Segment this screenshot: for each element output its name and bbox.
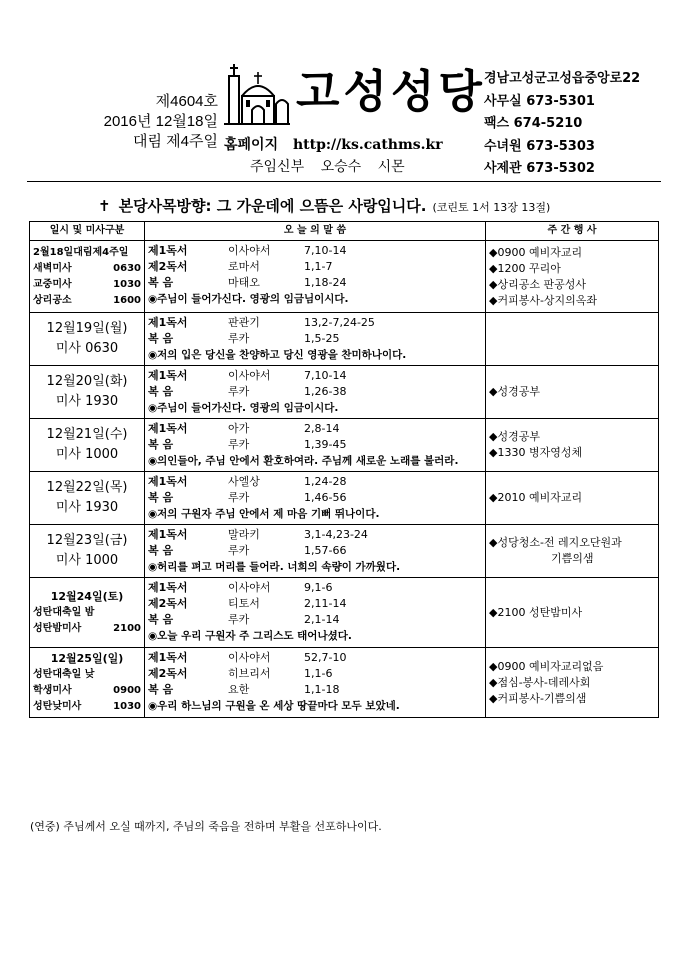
event-item: ◆점심-봉사-데레사회 [489,675,591,689]
reading-type: 제1독서 [148,316,188,329]
mass-line [33,245,141,261]
header-divider [27,181,661,182]
event-item: ◆2100 성탄밤미사 [489,605,583,619]
table-row [30,525,659,578]
event-item: ◆성경공부 [489,430,540,443]
reading-chapter: 52,7-10 [304,651,347,664]
day-date: 12월21일(수) [46,427,128,442]
reading-type: 복 음 [148,438,174,451]
date-mass-cell [30,366,145,419]
mass-time: 미사 1930 [55,500,119,515]
pastor-line [250,156,417,176]
reading-line [148,437,482,453]
readings-cell [145,419,486,472]
reading-line [148,527,482,543]
pastoral-motto [98,195,550,216]
motto-text: 본당사목방향: 그 가운데에 으뜸은 사랑입니다. [118,197,427,215]
reading-line [148,421,482,437]
event-item: ◆0900 예비자교리없음 [489,659,604,673]
header-events: 주 간 행 사 [486,222,659,241]
readings-cell [145,525,486,578]
reading-book: 루카 [228,491,250,504]
reading-line [148,275,482,291]
reading-type: 제1독서 [148,244,188,257]
date-mass-cell [30,313,145,366]
reading-chapter: 3,1-4,23-24 [304,528,368,541]
reading-chapter: 2,11-14 [304,597,347,610]
event-item: ◆커피봉사-상지의옥좌 [489,293,598,307]
reading-chapter: 2,8-14 [304,422,340,435]
reading-book: 이사야서 [228,244,271,257]
mass-name: 성탄대축일 낮 [33,668,95,680]
reading-type: 제1독서 [148,651,188,664]
events-cell [486,241,659,313]
mass-line [33,667,141,683]
reading-type: 복 음 [148,683,174,696]
events-cell [486,472,659,525]
weekly-schedule-table [29,221,659,718]
reading-chapter: 7,10-14 [304,244,347,257]
reading-type: 제2독서 [148,667,188,680]
psalm-response: ◉우리 하느님의 구원을 온 세상 땅끝마다 모두 보았네. [148,700,400,712]
table-row [30,648,659,718]
readings-cell [145,648,486,718]
mass-time: 1600 [113,294,141,306]
date-mass-cell [30,419,145,472]
reading-chapter: 9,1-6 [304,581,333,594]
reading-book: 요한 [228,683,250,696]
table-row [30,578,659,648]
events-cell [486,366,659,419]
reading-line [148,368,482,384]
reading-book: 마태오 [228,276,260,289]
reading-book: 판관기 [228,316,260,329]
reading-book: 사엘상 [228,475,260,488]
reading-chapter: 1,1-18 [304,683,340,696]
event-item: ◆0900 예비자교리 [489,245,583,259]
table-row [30,366,659,419]
header-date-mass: 일시 및 미사구분 [30,222,145,241]
reading-type: 제2독서 [148,260,188,273]
mass-line [33,277,141,293]
homepage-link[interactable]: http://ks.cathms.kr [292,137,443,153]
reading-type: 복 음 [148,613,174,626]
reading-line [148,243,482,259]
reading-line [148,315,482,331]
reading-type: 제1독서 [148,528,188,541]
mass-time: 0630 [113,262,141,274]
reading-line [148,384,482,400]
reading-type: 복 음 [148,385,174,398]
address: 경남고성군고성읍중앙로22 [484,71,641,86]
rectory-phone: 사제관 673-5302 [484,161,595,176]
reading-type: 제2독서 [148,597,188,610]
reading-book: 말라키 [228,528,260,541]
mass-time: 1030 [113,278,141,290]
date-mass-cell [30,578,145,648]
reading-chapter: 1,1-6 [304,667,333,680]
event-item: ◆커피봉사-기쁨의샘 [489,691,587,705]
day-date: 12월20일(화) [46,374,128,389]
reading-line [148,543,482,559]
mass-time: 2100 [113,622,141,634]
table-row [30,472,659,525]
homepage-label: 홈페이지 [224,137,279,153]
reading-chapter: 1,5-25 [304,332,340,345]
reading-line [148,259,482,275]
event-item: ◆2010 예비자교리 [489,491,583,504]
mass-line [33,293,141,309]
reading-chapter: 1,39-45 [304,438,347,451]
events-cell [486,648,659,718]
events-cell [486,419,659,472]
table-header-row [30,222,659,241]
readings-cell [145,472,486,525]
reading-type: 복 음 [148,544,174,557]
homepage-line [224,134,443,154]
mass-time: 1030 [113,700,141,712]
reading-chapter: 1,57-66 [304,544,347,557]
reading-chapter: 1,46-56 [304,491,347,504]
reading-type: 제1독서 [148,422,188,435]
psalm-response: ◉저의 입은 당신을 찬양하고 당신 영광을 찬미하나이다. [148,349,407,361]
reading-chapter: 1,1-7 [304,260,333,273]
events-cell [486,578,659,648]
event-item: ◆1330 병자영성체 [489,446,583,459]
reading-chapter: 2,1-14 [304,613,340,626]
reading-book: 이사야서 [228,581,271,594]
reading-line [148,612,482,628]
table-row [30,241,659,313]
reading-type: 복 음 [148,491,174,504]
reading-book: 로마서 [228,260,260,273]
office-phone: 사무실 673-5301 [484,93,595,109]
mass-line [33,621,141,637]
day-date: 12월24일(토) [50,589,124,603]
psalm-response: ◉오늘 우리 구원자 주 그리스도 태어나셨다. [148,630,352,642]
mass-time: 미사 1000 [55,553,119,568]
reading-line [148,596,482,612]
reading-book: 루카 [228,544,250,557]
reading-line [148,474,482,490]
psalm-response: ◉의인들아, 주님 안에서 환호하여라. 주님께 새로운 노래를 불러라. [148,455,459,467]
cross-icon: ✝ [98,197,111,215]
table-row [30,419,659,472]
reading-book: 티토서 [228,597,260,610]
mass-name: 새벽미사 [33,262,72,274]
reading-line [148,331,482,347]
pastor-label: 주임신부 [250,159,305,175]
psalm-response: ◉주님이 들어가신다. 영광의 임금이시다. [148,402,339,414]
motto-reference: (코린토 1서 13장 13절) [432,201,551,214]
mass-time: 0900 [113,684,141,696]
reading-book: 루카 [228,332,250,345]
readings-cell [145,313,486,366]
event-item: ◆상리공소 판공성사 [489,277,586,291]
reading-book: 이사야서 [228,369,271,382]
mass-line [33,683,141,699]
reading-line [148,682,482,698]
day-date: 12월22일(목) [46,480,128,495]
event-item: ◆1200 꾸리아 [489,261,561,275]
mass-name: 학생미사 [33,684,72,696]
day-date: 12월25일(일) [50,651,124,665]
convent-phone: 수녀원 673-5303 [484,138,595,154]
reading-type: 복 음 [148,276,174,289]
readings-cell [145,241,486,313]
psalm-response: ◉저의 구원자 주님 안에서 제 마음 기뻐 뛰나이다. [148,508,380,520]
day-date: 12월23일(금) [46,533,128,548]
reading-line [148,666,482,682]
psalm-response: ◉주님이 들어가신다. 영광의 임금님이시다. [148,293,349,305]
mass-name: 교중미사 [33,278,72,290]
fax-number: 팩스 674-5210 [484,116,583,131]
reading-chapter: 1,26-38 [304,385,347,398]
event-item: ◆성경공부 [489,385,540,398]
reading-type: 복 음 [148,332,174,345]
mass-time: 미사 1000 [55,447,119,462]
mass-name: 성탄대축일 밤 [33,606,95,618]
day-date: 12월19일(월) [46,321,128,336]
event-item: 기쁨의샘 [551,552,594,565]
pastor-name: 오승수 [320,159,362,175]
mass-name: 2월18일대림제4주일 [33,246,129,258]
date-mass-cell [30,241,145,313]
mass-line [33,699,141,715]
church-name: 고성성당 [296,65,486,118]
readings-cell [145,578,486,648]
liturgical-season: 대림 제4주일 [133,133,218,150]
mass-line [33,261,141,277]
mass-time: 미사 1930 [55,394,119,409]
events-cell [486,313,659,366]
mass-name: 성탄낮미사 [33,700,82,712]
reading-book: 아가 [228,422,250,435]
reading-book: 루카 [228,438,250,451]
reading-chapter: 13,2-7,24-25 [304,316,375,329]
date-mass-cell [30,648,145,718]
psalm-response: ◉허리를 펴고 머리를 들어라. 너희의 속량이 가까웠다. [148,561,401,573]
reading-book: 루카 [228,385,250,398]
reading-chapter: 1,24-28 [304,475,347,488]
date-mass-cell [30,525,145,578]
event-item: ◆성당청소-전 레지오단원과 [489,536,622,549]
table-row [30,313,659,366]
reading-chapter: 1,18-24 [304,276,347,289]
closing-acclamation: (연중) 주님께서 오실 때까지, 주님의 죽음을 전하며 부활을 선포하나이다. [30,820,382,833]
reading-line [148,650,482,666]
pastor-baptismal-name: 시몬 [377,159,405,175]
mass-name: 상리공소 [33,294,72,306]
events-cell [486,525,659,578]
bulletin-date: 2016년 12월18일 [103,113,218,130]
mass-name: 성탄밤미사 [33,622,82,634]
bulletin-info [100,92,218,152]
reading-type: 제1독서 [148,581,188,594]
reading-chapter: 7,10-14 [304,369,347,382]
readings-cell [145,366,486,419]
reading-book: 루카 [228,613,250,626]
contact-info [484,68,640,181]
header-readings: 오 늘 의 말 씀 [145,222,486,241]
reading-book: 이사야서 [228,651,271,664]
date-mass-cell [30,472,145,525]
reading-type: 제1독서 [148,475,188,488]
mass-time: 미사 0630 [55,341,119,356]
mass-line [33,605,141,621]
issue-number: 제4604호 [155,93,218,110]
church-icon [222,62,292,128]
reading-line [148,580,482,596]
reading-type: 제1독서 [148,369,188,382]
reading-book: 히브리서 [228,667,271,680]
reading-line [148,490,482,506]
